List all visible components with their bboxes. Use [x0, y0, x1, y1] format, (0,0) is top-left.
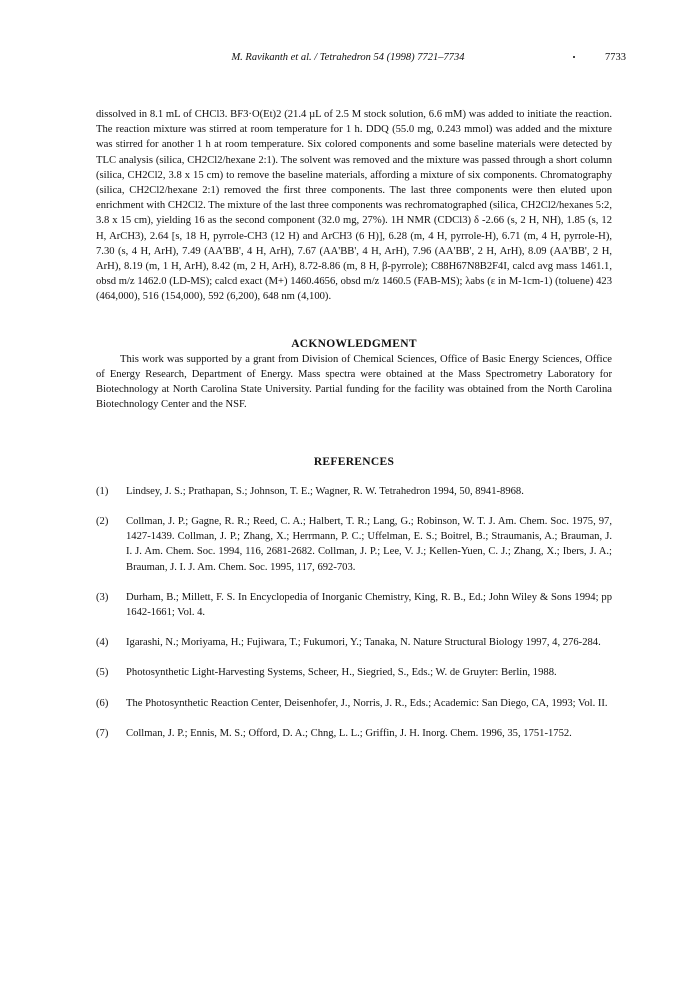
reference-item	[96, 484, 612, 499]
reference-text: Igarashi, N.; Moriyama, H.; Fujiwara, T.; Fukumori, Y.; Tanaka, N. Nature Structural Biology 1997, 4, 276-284.	[126, 637, 601, 649]
running-title: M. Ravikanth et al. / Tetrahedron 54 (1998) 7721–7734	[231, 52, 465, 63]
reference-number: (5)	[96, 667, 109, 679]
reference-number: (6)	[96, 697, 109, 709]
reference-number: (2)	[96, 516, 109, 528]
page-number: 7733	[605, 52, 626, 63]
page-body	[96, 107, 612, 756]
reference-item	[96, 514, 612, 575]
reference-number: (7)	[96, 727, 109, 739]
reference-item	[96, 726, 612, 741]
experimental-paragraph: dissolved in 8.1 mL of CHCl3. BF3·O(Et)2 (21.4 µL of 2.5 M stock solution, 6.6 mM) was added to initiate the reaction. The reaction mixture was stirred at room temperature for 1 h. DDQ (55.0 mg, 0.243 mmol) was added and the mixture was stirred for another 1 h at room temperature. Six colored components and some baseline materials were detected by TLC analysis (silica, CH2Cl2/hexane 2:1). The solvent was removed and the mixture was passed through a short column (silica, CH2Cl2, 3.8 x 15 cm) to remove the baseline materials, affording a mixture of six components. Chromatography (silica, CH2Cl2/hexane 2:1) removed the first three components. The last three components were then eluted upon enrichment with CH2Cl2. The mixture of the last three components was rechromatographed (silica, CH2Cl2/hexanes 5:2, 3.8 x 15 cm), yielding 16 as the second component (32.0 mg, 27%). 1H NMR (CDCl3) δ -2.66 (s, 2 H, NH), 1.85 (s, 12 H, ArCH3), 2.64 [s, 18 H, pyrrole-CH3 (12 H) and ArCH3 (6 H)], 6.28 (m, 4 H, pyrrole-H), 6.71 (m, 4 H, pyrrole-H), 7.30 (s, 4 H, ArH), 7.49 (AA'BB', 4 H, ArH), 7.67 (AA'BB', 4 H, ArH), 7.96 (AA'BB', 2 H, ArH), 8.09 (AA'BB', 2 H, ArH), 8.19 (m, 1 H, ArH), 8.42 (m, 2 H, ArH), 8.72-8.86 (m, 8 H, β-pyrrole); C88H67N8B2F4I, calcd avg mass 1461.1, obsd m/z 1462.0 (LD-MS); calcd exact (M+) 1460.4656, obsd m/z 1460.5 (FAB-MS); λabs (ε in M-1cm-1) (toluene) 423 (464,000), 516 (154,000), 592 (6,200), 648 nm (4,100).	[96, 109, 612, 303]
reference-text: Collman, J. P.; Ennis, M. S.; Offord, D. A.; Chng, L. L.; Griffin, J. H. Inorg. Chem. 1996, 35, 1751-1752.	[126, 727, 572, 739]
reference-list	[96, 484, 612, 741]
scan-speck	[573, 56, 575, 58]
reference-number: (1)	[96, 485, 109, 497]
reference-text: Photosynthetic Light-Harvesting Systems, Scheer, H., Siegried, S., Eds.; W. de Gruyter: Berlin, 1988.	[126, 667, 557, 679]
reference-number: (4)	[96, 637, 109, 649]
references-heading: REFERENCES	[313, 455, 395, 468]
reference-text: Durham, B.; Millett, F. S. In Encyclopedia of Inorganic Chemistry, King, R. B., Ed.; John Wiley & Sons 1994; pp 1642-1661; Vol. 4.	[126, 591, 612, 619]
reference-number: (3)	[96, 591, 109, 603]
reference-item	[96, 590, 612, 620]
reference-item	[96, 635, 612, 650]
reference-item	[96, 696, 612, 711]
reference-text: Lindsey, J. S.; Prathapan, S.; Johnson, T. E.; Wagner, R. W. Tetrahedron 1994, 50, 8941-8968.	[126, 485, 524, 497]
reference-text: The Photosynthetic Reaction Center, Deisenhofer, J., Norris, J. R., Eds.; Academic: San Diego, CA, 1993; Vol. II.	[126, 697, 608, 709]
acknowledgment-text: This work was supported by a grant from Division of Chemical Sciences, Office of Basic Energy Sciences, Office of Energy Research, Department of Energy. Mass spectra were obtained at the Mass Spectrometry Laboratory for Biotechnology at North Carolina State University. Partial funding for the facility was obtained from the North Carolina Biotechnology Center and the NSF.	[96, 353, 612, 411]
reference-text: Collman, J. P.; Gagne, R. R.; Reed, C. A.; Halbert, T. R.; Lang, G.; Robinson, W. T. J. Am. Chem. Soc. 1975, 97, 1427-1439. Collman, J. P.; Zhang, X.; Herrmann, P. C.; Uffelman, E. S.; Boitrel, B.; Straumanis, A.; Brauman, J. I. J. Am. Chem. Soc. 1994, 116, 2681-2682. Collman, J. P.; Lee, V. J.; Kellen-Yuen, C. J.; Zhang, X.; Ibers, J. A.; Brauman, J. I. J. Am. Chem. Soc. 1995, 117, 692-703.	[126, 516, 612, 573]
acknowledgment-heading: ACKNOWLEDGMENT	[291, 337, 417, 350]
reference-item	[96, 665, 612, 680]
